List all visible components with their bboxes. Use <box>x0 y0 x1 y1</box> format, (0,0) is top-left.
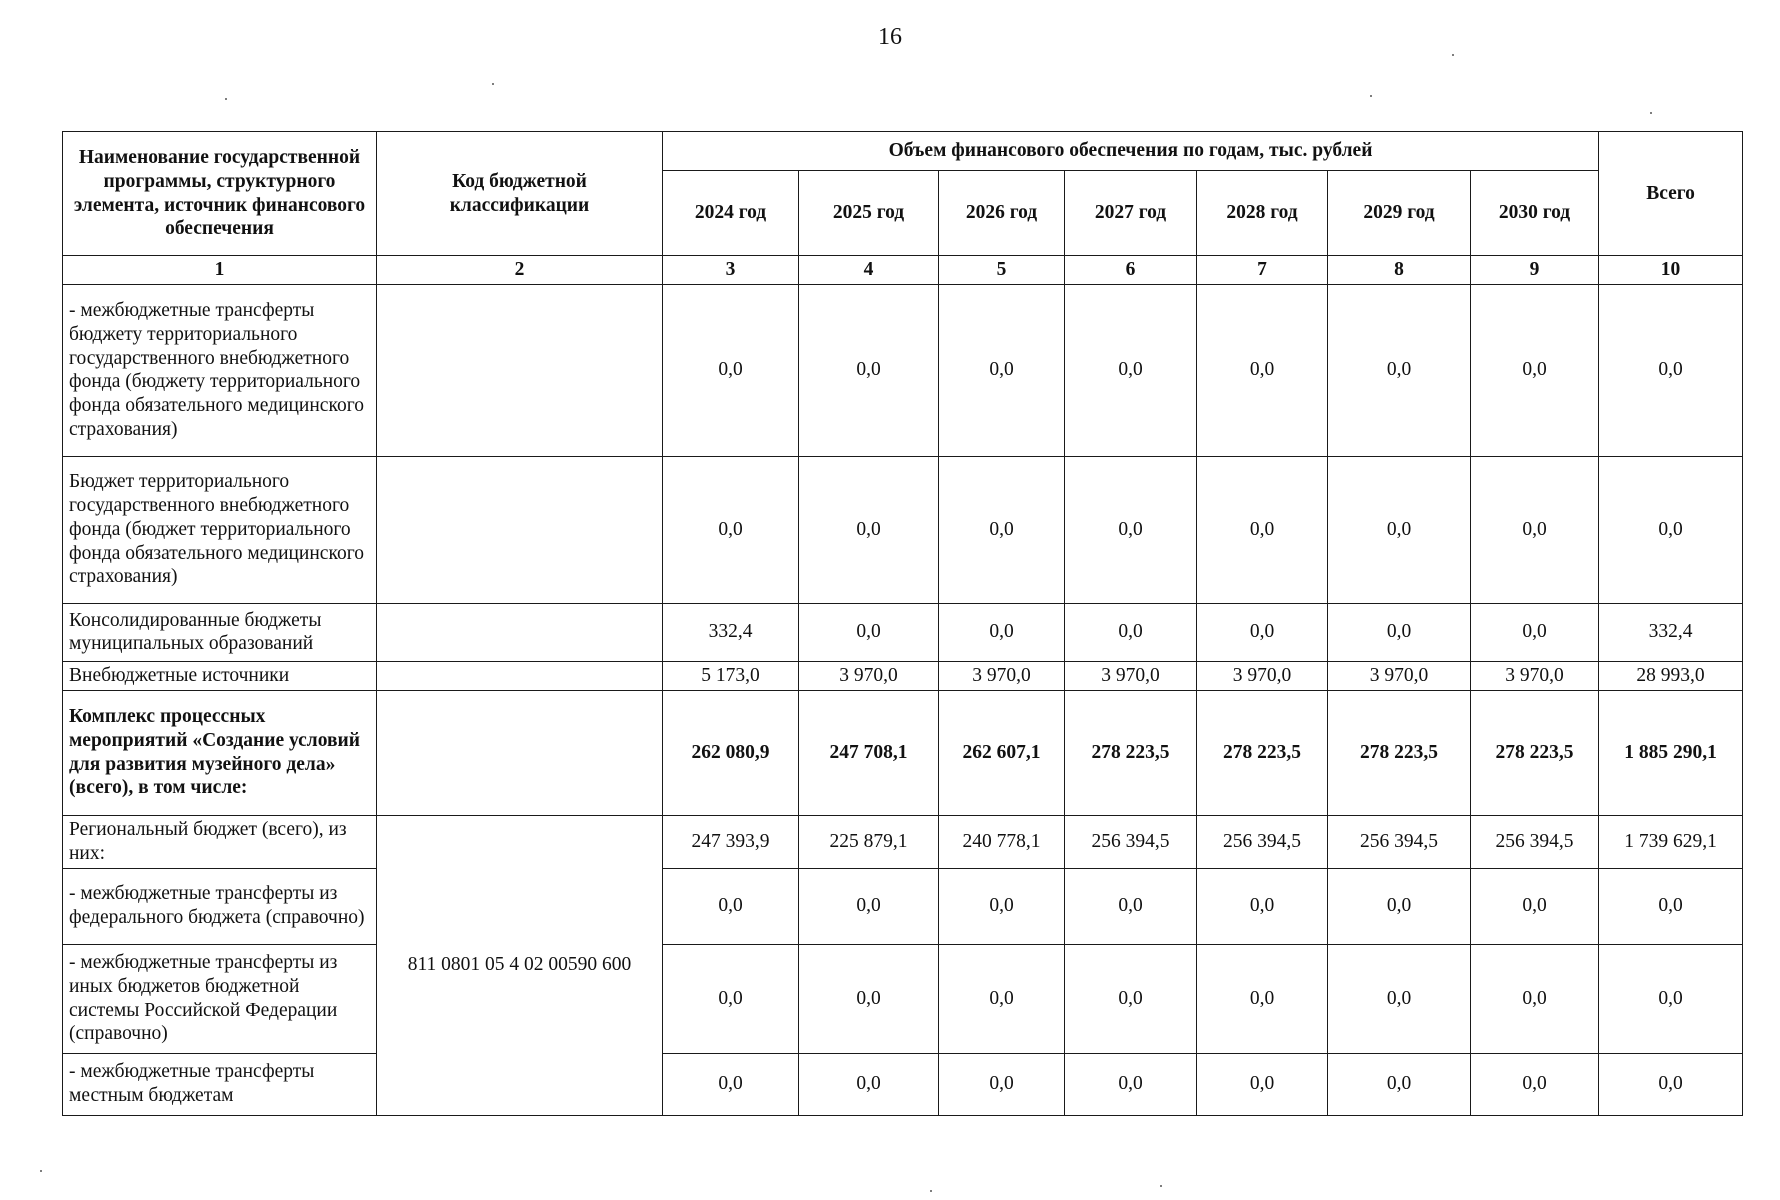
row-name: - межбюджетные трансферты местным бюджетам <box>63 1053 377 1115</box>
row-value: 256 394,5 <box>1197 815 1328 868</box>
table-row <box>63 456 1743 603</box>
row-value: 262 080,9 <box>663 690 799 815</box>
row-value: 0,0 <box>1197 603 1328 661</box>
column-index: 3 <box>663 256 799 285</box>
column-index: 1 <box>63 256 377 285</box>
row-value: 278 223,5 <box>1471 690 1599 815</box>
row-value: 3 970,0 <box>799 661 939 690</box>
row-value: 0,0 <box>1471 868 1599 944</box>
column-index: 9 <box>1471 256 1599 285</box>
table-row <box>63 944 1743 1053</box>
row-value: 3 970,0 <box>1065 661 1197 690</box>
row-value: 332,4 <box>663 603 799 661</box>
header-year: 2029 год <box>1328 171 1471 256</box>
row-name: Внебюджетные источники <box>63 661 377 690</box>
row-total: 28 993,0 <box>1599 661 1743 690</box>
table-row <box>63 284 1743 456</box>
row-value: 0,0 <box>1065 603 1197 661</box>
row-value: 0,0 <box>939 944 1065 1053</box>
row-value: 3 970,0 <box>1471 661 1599 690</box>
column-index: 10 <box>1599 256 1743 285</box>
row-value: 0,0 <box>1471 944 1599 1053</box>
row-total: 0,0 <box>1599 868 1743 944</box>
row-value: 0,0 <box>663 284 799 456</box>
row-value: 0,0 <box>1197 868 1328 944</box>
budget-code: 811 0801 05 4 02 00590 600 <box>377 815 663 1115</box>
header-year: 2028 год <box>1197 171 1328 256</box>
row-value: 0,0 <box>1328 456 1471 603</box>
row-value: 225 879,1 <box>799 815 939 868</box>
row-name: Бюджет территориального государственного внебюджетного фонда (бюджет территориального фонда обязательного медицинского страхования) <box>63 456 377 603</box>
table-row <box>63 868 1743 944</box>
row-value: 0,0 <box>799 284 939 456</box>
row-value: 256 394,5 <box>1065 815 1197 868</box>
row-value: 0,0 <box>799 1053 939 1115</box>
row-value: 256 394,5 <box>1471 815 1599 868</box>
scan-speck <box>225 98 227 100</box>
financing-table <box>62 131 1743 1116</box>
table-row <box>63 690 1743 815</box>
row-value: 278 223,5 <box>1328 690 1471 815</box>
scan-speck <box>1160 1185 1162 1187</box>
header-total: Всего <box>1599 132 1743 256</box>
row-value: 262 607,1 <box>939 690 1065 815</box>
row-value: 240 778,1 <box>939 815 1065 868</box>
row-value: 0,0 <box>1471 456 1599 603</box>
row-value: 0,0 <box>799 944 939 1053</box>
row-total: 0,0 <box>1599 456 1743 603</box>
row-value: 0,0 <box>663 1053 799 1115</box>
row-value: 0,0 <box>663 456 799 603</box>
row-value: 278 223,5 <box>1197 690 1328 815</box>
row-name: - межбюджетные трансферты бюджету территориального государственного внебюджетного фонда (бюджету территориального фонда обязательного медицинского страхования) <box>63 284 377 456</box>
row-value: 0,0 <box>799 603 939 661</box>
row-name: Комплекс процессных мероприятий «Создание условий для развития музейного дела» (всего), в том числе: <box>63 690 377 815</box>
column-index: 8 <box>1328 256 1471 285</box>
row-value: 256 394,5 <box>1328 815 1471 868</box>
header-year: 2030 год <box>1471 171 1599 256</box>
column-index: 6 <box>1065 256 1197 285</box>
row-value: 0,0 <box>1471 1053 1599 1115</box>
row-value: 0,0 <box>1197 1053 1328 1115</box>
row-value: 0,0 <box>799 868 939 944</box>
column-index: 4 <box>799 256 939 285</box>
row-value: 0,0 <box>1065 1053 1197 1115</box>
header-year: 2025 год <box>799 171 939 256</box>
row-value: 0,0 <box>1471 603 1599 661</box>
page-number: 16 <box>878 24 902 50</box>
row-value: 0,0 <box>1328 1053 1471 1115</box>
row-value: 0,0 <box>1197 456 1328 603</box>
table-row <box>63 661 1743 690</box>
row-value: 5 173,0 <box>663 661 799 690</box>
row-total: 1 739 629,1 <box>1599 815 1743 868</box>
row-value: 247 708,1 <box>799 690 939 815</box>
row-value: 0,0 <box>1197 944 1328 1053</box>
row-name: - межбюджетные трансферты из иных бюджетов бюджетной системы Российской Федерации (справочно) <box>63 944 377 1053</box>
table-row <box>63 603 1743 661</box>
row-value: 0,0 <box>799 456 939 603</box>
header-group-title: Объем финансового обеспечения по годам, тыс. рублей <box>663 132 1599 171</box>
column-index: 2 <box>377 256 663 285</box>
header-name: Наименование государственной программы, структурного элемента, источник финансового обеспечения <box>63 132 377 256</box>
row-value: 0,0 <box>1328 284 1471 456</box>
table-row <box>63 1053 1743 1115</box>
column-index: 5 <box>939 256 1065 285</box>
row-value: 0,0 <box>939 1053 1065 1115</box>
row-name: Консолидированные бюджеты муниципальных образований <box>63 603 377 661</box>
scan-speck <box>1370 95 1372 97</box>
scan-speck <box>1452 54 1454 56</box>
row-value: 0,0 <box>1197 284 1328 456</box>
row-total: 0,0 <box>1599 1053 1743 1115</box>
row-code <box>377 690 663 815</box>
table-row <box>63 815 1743 868</box>
row-value: 0,0 <box>939 868 1065 944</box>
row-value: 0,0 <box>663 944 799 1053</box>
row-value: 3 970,0 <box>1197 661 1328 690</box>
row-value: 0,0 <box>1328 944 1471 1053</box>
row-value: 0,0 <box>1328 603 1471 661</box>
header-year: 2024 год <box>663 171 799 256</box>
row-value: 3 970,0 <box>1328 661 1471 690</box>
header-year: 2026 год <box>939 171 1065 256</box>
row-name: - межбюджетные трансферты из федерального бюджета (справочно) <box>63 868 377 944</box>
scan-speck <box>40 1170 42 1172</box>
row-name: Региональный бюджет (всего), из них: <box>63 815 377 868</box>
row-value: 0,0 <box>1065 456 1197 603</box>
row-value: 0,0 <box>1065 944 1197 1053</box>
header-code: Код бюджетной классификации <box>377 132 663 256</box>
row-value: 0,0 <box>663 868 799 944</box>
row-value: 0,0 <box>1065 868 1197 944</box>
row-code <box>377 284 663 456</box>
row-code <box>377 661 663 690</box>
row-value: 0,0 <box>1328 868 1471 944</box>
row-value: 3 970,0 <box>939 661 1065 690</box>
row-total: 0,0 <box>1599 284 1743 456</box>
scan-speck <box>1650 112 1652 114</box>
row-total: 1 885 290,1 <box>1599 690 1743 815</box>
header-year: 2027 год <box>1065 171 1197 256</box>
row-value: 278 223,5 <box>1065 690 1197 815</box>
row-code <box>377 456 663 603</box>
row-value: 0,0 <box>939 603 1065 661</box>
row-value: 0,0 <box>1471 284 1599 456</box>
row-value: 0,0 <box>939 456 1065 603</box>
row-value: 0,0 <box>939 284 1065 456</box>
row-code <box>377 603 663 661</box>
scan-speck <box>492 83 494 85</box>
row-total: 332,4 <box>1599 603 1743 661</box>
row-value: 0,0 <box>1065 284 1197 456</box>
column-index: 7 <box>1197 256 1328 285</box>
row-value: 247 393,9 <box>663 815 799 868</box>
row-total: 0,0 <box>1599 944 1743 1053</box>
scan-speck <box>930 1190 932 1192</box>
